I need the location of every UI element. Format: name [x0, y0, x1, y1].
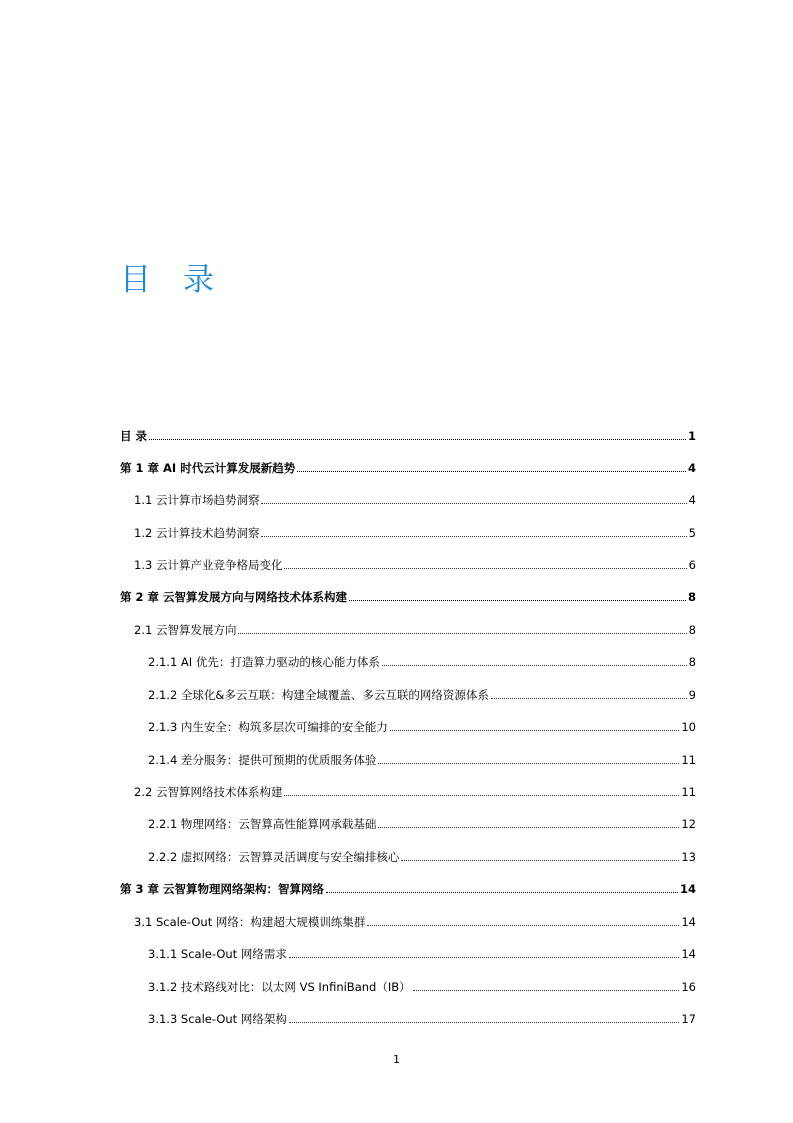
toc-entry-page: 14 [681, 915, 696, 929]
toc-entry-label: 1.1 云计算市场趋势洞察 [134, 493, 260, 507]
toc-leader [382, 655, 687, 666]
toc-leader [289, 1012, 680, 1023]
toc-entry-label: 第 3 章 云智算物理网络架构：智算网络 [120, 882, 325, 896]
toc-entry-page: 6 [688, 558, 696, 572]
toc-entry-page: 11 [681, 753, 696, 767]
toc-entry-page: 5 [688, 526, 696, 540]
toc-leader [390, 720, 679, 731]
toc-entry[interactable] [134, 619, 696, 637]
toc-entry-page: 14 [681, 947, 696, 961]
toc-entry[interactable] [134, 489, 696, 507]
toc-leader [261, 526, 686, 537]
toc-entry-label: 第 2 章 云智算发展方向与网络技术体系构建 [120, 590, 348, 604]
toc-entry-label: 2.1.4 差分服务：提供可预期的优质服务体验 [148, 753, 377, 767]
toc-entry-label: 2.2.1 物理网络：云智算高性能算网承载基础 [148, 817, 377, 831]
toc-leader [367, 915, 679, 926]
toc-entry[interactable] [120, 425, 696, 443]
toc-leader [149, 429, 686, 440]
toc-entry-label: 2.1.2 全球化&多云互联：构建全域覆盖、多云互联的网络资源体系 [148, 688, 489, 702]
toc-entry-label: 3.1 Scale-Out 网络：构建超大规模训练集群 [134, 915, 366, 929]
toc-entry-page: 10 [681, 720, 696, 734]
toc-entry[interactable] [148, 846, 696, 864]
toc-heading-part1: 目 [120, 262, 151, 298]
toc-entry-label: 3.1.2 技术路线对比：以太网 VS InfiniBand（IB） [148, 980, 411, 994]
page-number: 1 [393, 1053, 400, 1066]
toc-entry-page: 17 [681, 1012, 696, 1026]
toc-entry-page: 4 [688, 493, 696, 507]
toc-entry[interactable] [120, 878, 696, 896]
toc-entry-page: 8 [687, 590, 696, 604]
toc-heading-part2: 录 [183, 262, 214, 298]
toc-leader [289, 947, 680, 958]
toc-entry[interactable] [148, 684, 696, 702]
toc-leader [297, 461, 686, 472]
toc-entry-label: 2.1.3 内生安全：构筑多层次可编排的安全能力 [148, 720, 388, 734]
toc-entry[interactable] [148, 943, 696, 961]
toc-entry-page: 12 [681, 817, 696, 831]
toc-entry[interactable] [148, 813, 696, 831]
toc-leader [284, 558, 686, 569]
toc-entry[interactable] [134, 911, 696, 929]
toc-entry-page: 11 [681, 785, 696, 799]
toc-entry-page: 13 [681, 850, 696, 864]
toc-entry-label: 第 1 章 AI 时代云计算发展新趋势 [120, 461, 296, 475]
toc-entry[interactable] [148, 976, 696, 994]
toc-entry-page: 8 [688, 655, 696, 669]
toc-leader [378, 817, 679, 828]
toc-entry-page: 14 [679, 882, 696, 896]
toc-leader [401, 850, 679, 861]
toc-leader [491, 688, 687, 699]
toc-entry-label: 2.2.2 虚拟网络：云智算灵活调度与安全编排核心 [148, 850, 400, 864]
toc-entry[interactable] [120, 457, 696, 475]
toc-entry-page: 4 [687, 461, 696, 475]
toc-leader [349, 590, 686, 601]
toc-heading [120, 254, 214, 299]
toc-entry-label: 1.2 云计算技术趋势洞察 [134, 526, 260, 540]
toc-entry[interactable] [148, 651, 696, 669]
toc-leader [238, 623, 686, 634]
toc-entry-label: 3.1.1 Scale-Out 网络需求 [148, 947, 287, 961]
toc-entry[interactable] [134, 522, 696, 540]
toc-entry-label: 目 录 [120, 429, 148, 443]
toc-leader [284, 785, 679, 796]
toc-leader [261, 493, 686, 504]
toc-entry-page: 16 [681, 980, 696, 994]
toc-entry-label: 1.3 云计算产业竞争格局变化 [134, 558, 283, 572]
toc-entry-page: 9 [688, 688, 696, 702]
toc-leader [378, 753, 679, 764]
toc-leader [413, 980, 680, 991]
toc-entry-label: 3.1.3 Scale-Out 网络架构 [148, 1012, 287, 1026]
toc-entry-page: 1 [687, 429, 696, 443]
toc-entry-label: 2.2 云智算网络技术体系构建 [134, 785, 283, 799]
toc-entry[interactable] [148, 749, 696, 767]
toc-entry[interactable] [148, 1008, 696, 1026]
toc-entry[interactable] [134, 781, 696, 799]
toc-leader [326, 882, 678, 893]
toc-entry-label: 2.1.1 AI 优先：打造算力驱动的核心能力体系 [148, 655, 380, 669]
toc-entry-page: 8 [688, 623, 696, 637]
toc-entry[interactable] [134, 554, 696, 572]
toc-entry-label: 2.1 云智算发展方向 [134, 623, 237, 637]
toc-entry[interactable] [120, 586, 696, 604]
toc-entry[interactable] [148, 716, 696, 734]
